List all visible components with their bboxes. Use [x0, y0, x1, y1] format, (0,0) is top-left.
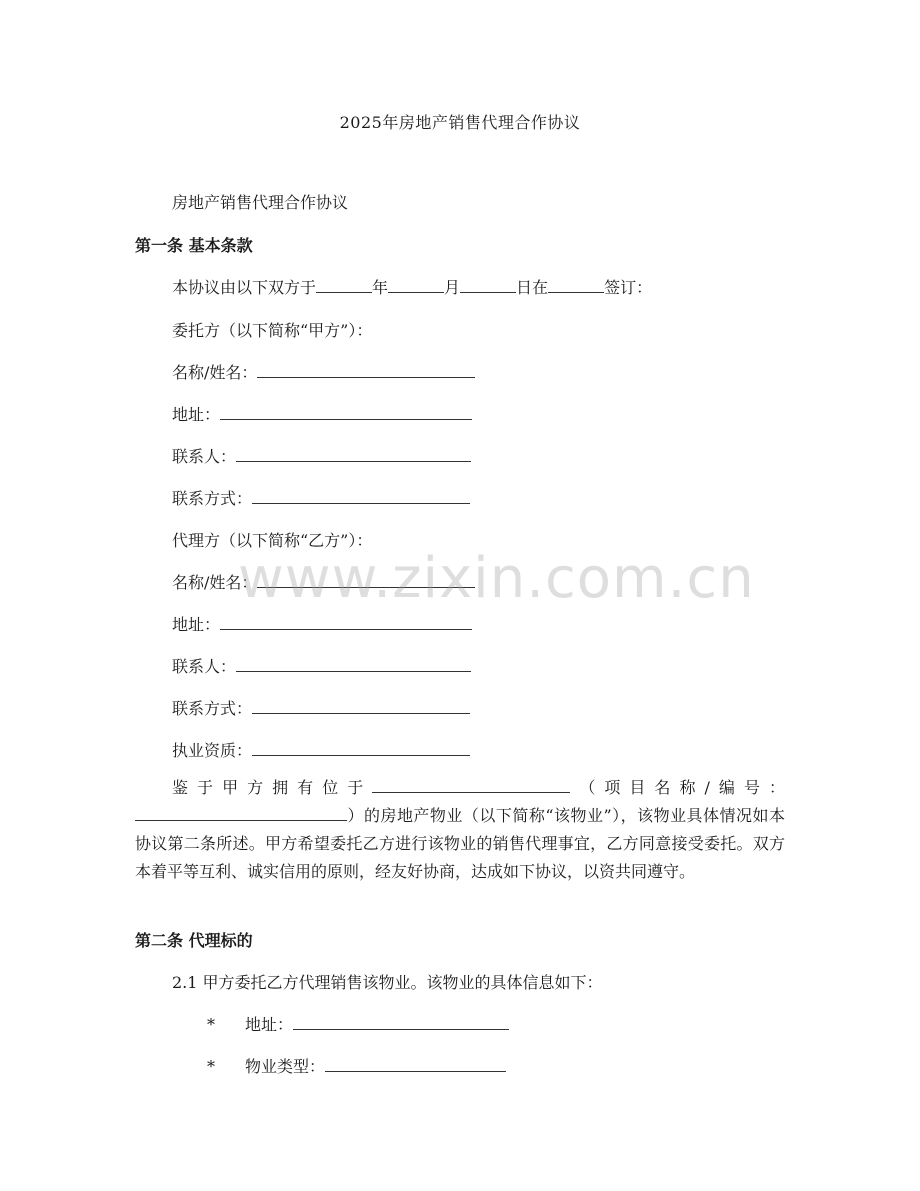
- party-b-qualification-blank[interactable]: [252, 741, 470, 756]
- party-b-name-label: 名称/姓名：: [172, 573, 258, 592]
- intro-text-3: 月: [444, 278, 461, 297]
- month-blank[interactable]: [388, 278, 444, 293]
- item-property-type-label: 物业类型：: [245, 1057, 326, 1076]
- party-b-address-label: 地址：: [172, 615, 221, 634]
- party-a-contact-row: [172, 444, 471, 467]
- party-a-phone-label: 联系方式：: [172, 489, 253, 508]
- party-a-name-blank[interactable]: [257, 363, 475, 378]
- party-b-phone-label: 联系方式：: [172, 699, 253, 718]
- watermark: www.zixin.com.cn: [238, 546, 755, 611]
- bullet-marker: *: [207, 1015, 215, 1034]
- article-1-heading: 第一条 基本条款: [135, 236, 253, 255]
- party-b-contact-row: [172, 654, 471, 677]
- recital-text-3: ）的房地产物业（以下简称“该物业”），该物业具体情况如本协议第二条所述。甲方希望委托乙方进行该物业的销售代理事宜，乙方同意接受委托。双方本着平等互利、诚实信用的原则，经友好协商，达成如下协议，以资共同遵守。: [135, 806, 785, 881]
- party-a-address-label: 地址：: [172, 405, 221, 424]
- party-b-contact-label: 联系人：: [172, 657, 237, 676]
- signing-date-line: [172, 275, 652, 298]
- party-a-phone-blank[interactable]: [252, 489, 470, 504]
- intro-text-5: 签订：: [604, 278, 653, 297]
- day-blank[interactable]: [460, 278, 516, 293]
- year-blank[interactable]: [316, 278, 372, 293]
- recital-paragraph: [135, 774, 785, 886]
- party-a-address-blank[interactable]: [220, 405, 472, 420]
- party-b-contact-blank[interactable]: [236, 657, 471, 672]
- party-b-address-blank[interactable]: [220, 615, 472, 630]
- party-b-heading: 代理方（以下简称“乙方”）：: [172, 531, 373, 550]
- party-a-contact-blank[interactable]: [236, 447, 471, 462]
- article-2-heading: 第二条 代理标的: [135, 931, 253, 950]
- place-blank[interactable]: [548, 278, 604, 293]
- item-property-type-blank[interactable]: [325, 1057, 506, 1072]
- recital-text-1: 鉴于甲方拥有位于: [172, 778, 373, 797]
- intro-text-2: 年: [372, 278, 389, 297]
- property-location-blank[interactable]: [372, 778, 570, 793]
- item-address-row: [207, 1012, 509, 1035]
- party-b-address-row: [172, 612, 472, 635]
- party-a-contact-label: 联系人：: [172, 447, 237, 466]
- item-property-type-row: [207, 1054, 506, 1077]
- party-a-name-label: 名称/姓名：: [172, 363, 258, 382]
- project-name-blank[interactable]: [135, 806, 347, 821]
- document-subtitle: 房地产销售代理合作协议: [172, 193, 349, 212]
- bullet-marker: *: [207, 1057, 215, 1076]
- party-b-qualification-row: [172, 738, 470, 761]
- party-a-address-row: [172, 402, 472, 425]
- party-b-phone-blank[interactable]: [252, 699, 470, 714]
- intro-text-1: 本协议由以下双方于: [172, 278, 317, 297]
- item-address-blank[interactable]: [293, 1015, 509, 1030]
- party-a-phone-row: [172, 486, 470, 509]
- clause-2-1: 2.1 甲方委托乙方代理销售该物业。该物业的具体信息如下：: [172, 973, 603, 992]
- document-title: 2025年房地产销售代理合作协议: [339, 113, 581, 132]
- intro-text-4: 日在: [516, 278, 549, 297]
- recital-text-2: （项目名称/编号：: [570, 778, 785, 797]
- party-a-heading: 委托方（以下简称“甲方”）：: [172, 321, 373, 340]
- party-b-name-blank[interactable]: [257, 573, 475, 588]
- party-b-qualification-label: 执业资质：: [172, 741, 253, 760]
- party-b-phone-row: [172, 696, 470, 719]
- party-b-name-row: [172, 570, 475, 593]
- item-address-label: 地址：: [245, 1015, 294, 1034]
- party-a-name-row: [172, 360, 475, 383]
